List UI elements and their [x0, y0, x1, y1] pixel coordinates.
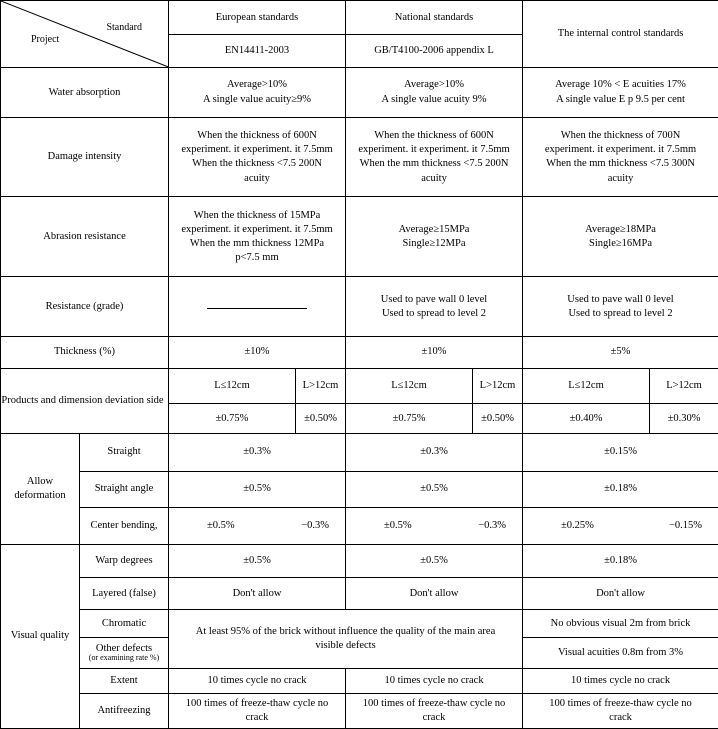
table-row-center-bending [1, 508, 718, 544]
row-label: Products and dimension deviation side [1, 368, 169, 434]
national-value: Used to pave wall 0 level Used to spread to level 2 [346, 277, 523, 337]
table-row-thickness [1, 337, 718, 368]
european-le-header: L≤12cm [169, 368, 296, 403]
european-value: ±10% [169, 337, 346, 368]
row-label: Straight [80, 434, 169, 471]
internal-value: ±0.18% [523, 471, 718, 507]
internal-value: Visual acuities 0.8m from 3% [523, 637, 718, 668]
internal-value: 100 times of freeze-thaw cycle no crack [523, 694, 718, 729]
national-gt-header: L>12cm [473, 368, 523, 403]
european-gt-value: ±0.50% [296, 403, 346, 433]
row-label: Chromatic [80, 610, 169, 637]
row-label: Warp degrees [80, 544, 169, 577]
internal-value: Used to pave wall 0 level Used to spread to level 2 [523, 277, 718, 337]
corner-standard-label: Standard [106, 22, 142, 33]
internal-value: No obvious visual 2m from brick [523, 610, 718, 637]
national-value: Don't allow [346, 578, 523, 610]
row-label: Straight angle [80, 471, 169, 507]
merged-defects-value: At least 95% of the brick without influence the quality of the main area visible defects [169, 610, 523, 669]
national-value: ±0.3% [346, 434, 523, 471]
table-row-dimension-deviation [1, 368, 718, 403]
internal-le-value: ±0.40% [523, 403, 650, 433]
table-row-layered [1, 578, 718, 610]
european-value: ±0.5% [169, 544, 346, 577]
table-row-straight-angle [1, 471, 718, 507]
european-value: When the thickness of 15MPa experiment. it experiment. it 7.5mm When the mm thickness 12MPa p<7.5 mm [169, 197, 346, 277]
european-value: Average>10% A single value acuity≥9% [169, 67, 346, 118]
internal-value: Average≥18MPa Single≥16MPa [523, 197, 718, 277]
row-label: Water absorption [1, 67, 169, 118]
empty-dash [207, 300, 307, 309]
internal-value: When the thickness of 700N experiment. it experiment. it 7.5mm When the mm thickness <7.5 300N acuity [523, 118, 718, 197]
national-value: 100 times of freeze-thaw cycle no crack [346, 694, 523, 729]
internal-gt-header: L>12cm [650, 368, 718, 403]
european-le-value: ±0.75% [169, 403, 296, 433]
row-label: Other defects (or examining rate %) [80, 637, 169, 668]
national-value: ±10% [346, 337, 523, 368]
national-value: ±0.5% −0.3% [346, 508, 523, 544]
row-label: Center bending, [80, 508, 169, 544]
table-row-straight [1, 434, 718, 471]
national-code: GB/T4100-2006 appendix L [346, 35, 523, 67]
internal-value: Average 10% < E acuities 17% A single value E p 9.5 per cent [523, 67, 718, 118]
table-row-chromatic [1, 610, 718, 637]
table-row-warp-degrees [1, 544, 718, 577]
table-row-antifreezing [1, 694, 718, 729]
national-le-value: ±0.75% [346, 403, 473, 433]
diagonal-divider [1, 1, 168, 67]
national-value: When the thickness of 600N experiment. it experiment. it 7.5mm When the mm thickness <7.5 200N acuity [346, 118, 523, 197]
corner-project-label: Project [31, 34, 60, 45]
visual-group-label: Visual quality [1, 544, 80, 728]
national-value: Average>10% A single value acuity 9% [346, 67, 523, 118]
european-gt-header: L>12cm [296, 368, 346, 403]
national-value: 10 times cycle no crack [346, 669, 523, 694]
row-label: Damage intensity [1, 118, 169, 197]
row-label: Antifreezing [80, 694, 169, 729]
internal-value: 10 times cycle no crack [523, 669, 718, 694]
table-row-extent [1, 669, 718, 694]
row-label: Thickness (%) [1, 337, 169, 368]
deformation-group-label: Allow deformation [1, 434, 80, 544]
internal-value: ±0.15% [523, 434, 718, 471]
header-corner-cell [1, 1, 169, 68]
european-value: 100 times of freeze-thaw cycle no crack [169, 694, 346, 729]
national-standards-header: National standards [346, 1, 523, 35]
european-value: ±0.5% −0.3% [169, 508, 346, 544]
internal-gt-value: ±0.30% [650, 403, 718, 433]
national-value: ±0.5% [346, 544, 523, 577]
national-value: Average≥15MPa Single≥12MPa [346, 197, 523, 277]
european-value: When the thickness of 600N experiment. it experiment. it 7.5mm When the thickness <7.5 200N acuity [169, 118, 346, 197]
table-row-damage-intensity [1, 118, 718, 197]
internal-standards-header: The internal control standards [523, 1, 718, 68]
table-row-water-absorption [1, 67, 718, 118]
table-row-resistance-grade [1, 277, 718, 337]
internal-value: ±0.25% −0.15% [523, 508, 718, 544]
national-gt-value: ±0.50% [473, 403, 523, 433]
european-value: 10 times cycle no crack [169, 669, 346, 694]
european-value: Don't allow [169, 578, 346, 610]
row-label: Abrasion resistance [1, 197, 169, 277]
european-code: EN14411-2003 [169, 35, 346, 67]
national-value: ±0.5% [346, 471, 523, 507]
row-label: Extent [80, 669, 169, 694]
national-le-header: L≤12cm [346, 368, 473, 403]
european-value: ±0.3% [169, 434, 346, 471]
table-row-abrasion-resistance [1, 197, 718, 277]
european-standards-header: European standards [169, 1, 346, 35]
european-value: ±0.5% [169, 471, 346, 507]
row-label: Resistance (grade) [1, 277, 169, 337]
internal-value: ±5% [523, 337, 718, 368]
european-value [169, 277, 346, 337]
row-label: Layered (false) [80, 578, 169, 610]
internal-value: Don't allow [523, 578, 718, 610]
internal-le-header: L≤12cm [523, 368, 650, 403]
internal-value: ±0.18% [523, 544, 718, 577]
